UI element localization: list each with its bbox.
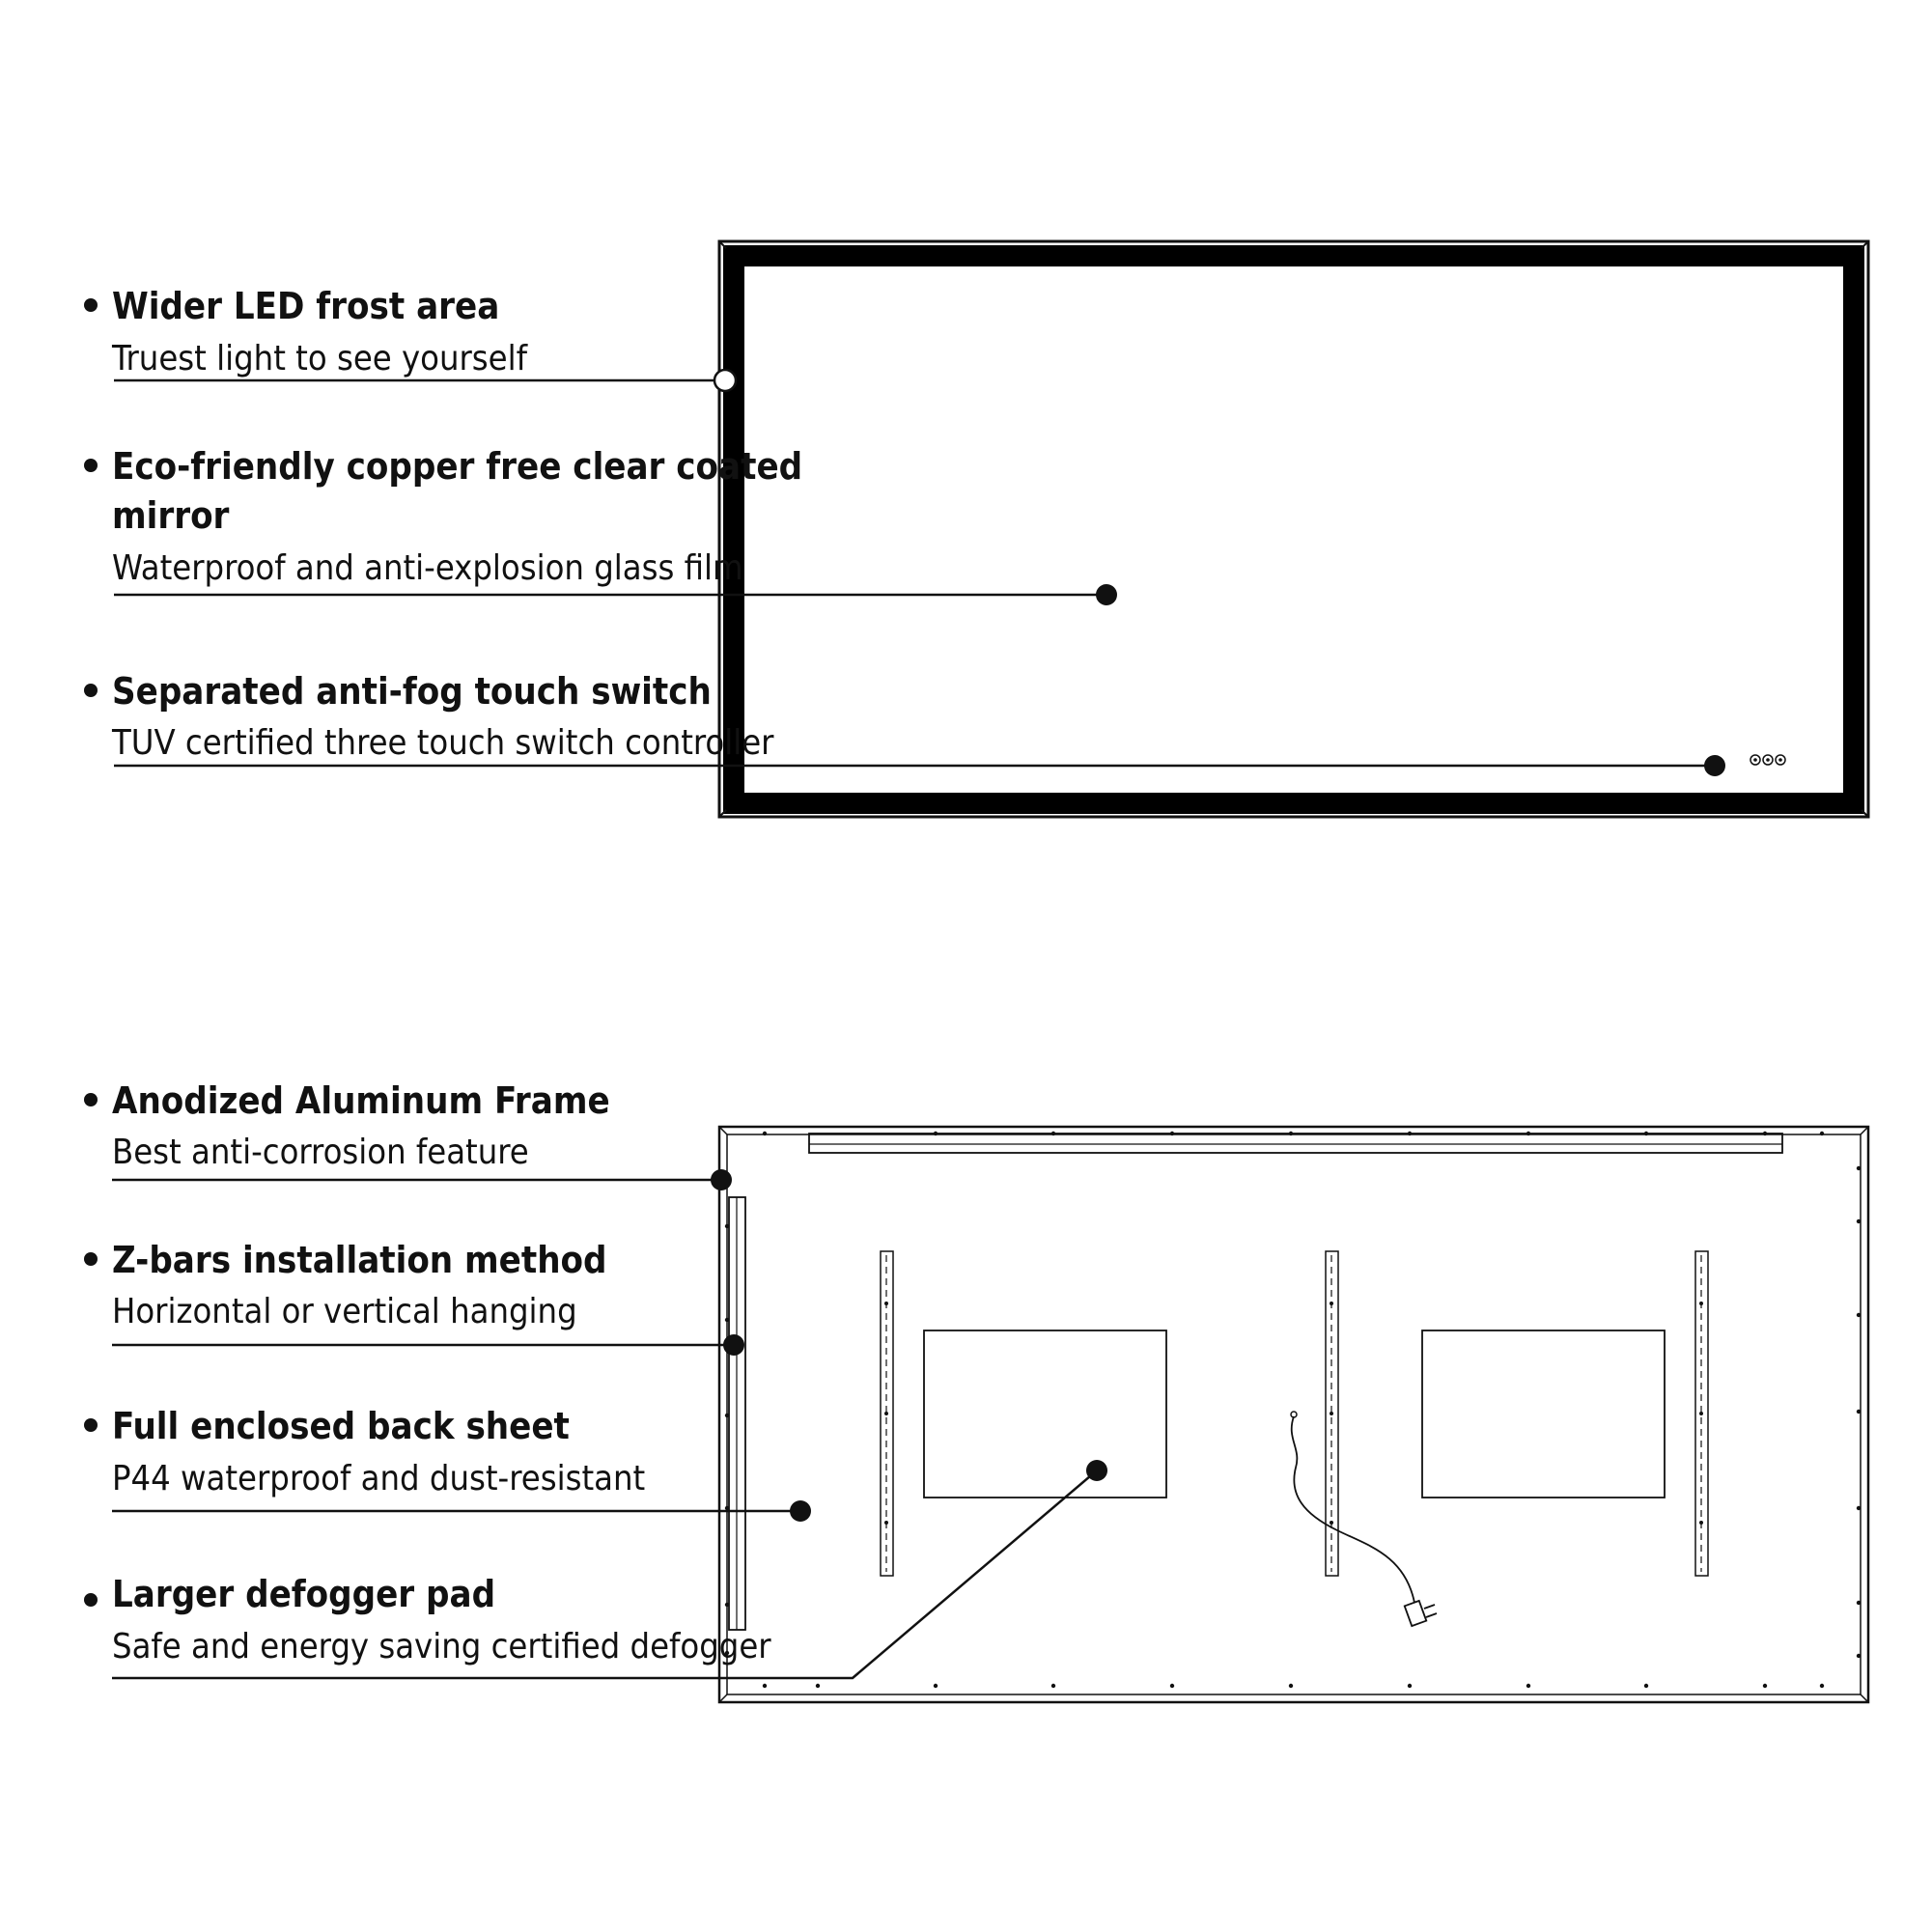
bullet-dot xyxy=(84,459,98,472)
frame-screws xyxy=(725,1132,1861,1688)
leader-marker xyxy=(1096,584,1117,605)
feature-title: Separated anti-fog touch switch xyxy=(112,670,712,713)
leader-marker xyxy=(1704,755,1725,776)
leader-marker xyxy=(723,1334,744,1356)
feature-subtitle: Best anti-corrosion feature xyxy=(112,1133,529,1172)
front-mirror xyxy=(719,241,1868,817)
defogger-pad xyxy=(1422,1330,1665,1498)
feature-subtitle: Horizontal or vertical hanging xyxy=(112,1292,577,1331)
z-bar xyxy=(1695,1251,1708,1576)
defogger-pad xyxy=(924,1330,1166,1498)
feature-subtitle: TUV certified three touch switch controller xyxy=(112,723,774,763)
front-mirror-outer-edge xyxy=(719,241,1868,817)
z-bar xyxy=(881,1251,893,1576)
bullet-dot xyxy=(84,1252,98,1266)
touch-switch-buttons xyxy=(1750,755,1785,765)
feature-title-continued: mirror xyxy=(112,494,230,537)
feature-subtitle: Waterproof and anti-explosion glass film xyxy=(112,548,743,588)
plug-icon xyxy=(1405,1601,1437,1626)
feature-title: Eco-friendly copper free clear coated xyxy=(112,445,803,488)
callout-aluminum-frame xyxy=(84,1079,732,1190)
leader-marker xyxy=(1086,1460,1107,1481)
leader-marker xyxy=(790,1500,811,1522)
power-cord xyxy=(1292,1416,1414,1603)
led-frost-band xyxy=(734,256,1854,803)
back-mirror xyxy=(719,1127,1868,1702)
callout-back-sheet xyxy=(84,1405,811,1522)
bullet-dot xyxy=(84,1418,98,1432)
back-frame-inner xyxy=(727,1134,1861,1694)
callout-z-bars xyxy=(84,1239,744,1356)
leader-marker xyxy=(711,1169,732,1190)
feature-title: Anodized Aluminum Frame xyxy=(112,1079,610,1122)
bullet-dot xyxy=(84,684,98,697)
callout-mirror-glass xyxy=(84,445,1117,605)
callout-led-frost xyxy=(84,285,736,391)
horizontal-z-bar xyxy=(809,1134,1782,1153)
leader-marker xyxy=(714,370,736,391)
bullet-dot xyxy=(84,1093,98,1106)
feature-title: Larger defogger pad xyxy=(112,1573,496,1615)
feature-subtitle: P44 waterproof and dust-resistant xyxy=(112,1459,646,1498)
feature-subtitle: Truest light to see yourself xyxy=(112,339,527,378)
feature-title: Full enclosed back sheet xyxy=(112,1405,570,1447)
bullet-dot xyxy=(84,1593,98,1607)
feature-title: Wider LED frost area xyxy=(112,285,500,327)
feature-title: Z-bars installation method xyxy=(112,1239,607,1281)
bullet-dot xyxy=(84,298,98,312)
feature-subtitle: Safe and energy saving certified defogger xyxy=(112,1627,771,1666)
callout-touch-switch xyxy=(84,670,1725,776)
